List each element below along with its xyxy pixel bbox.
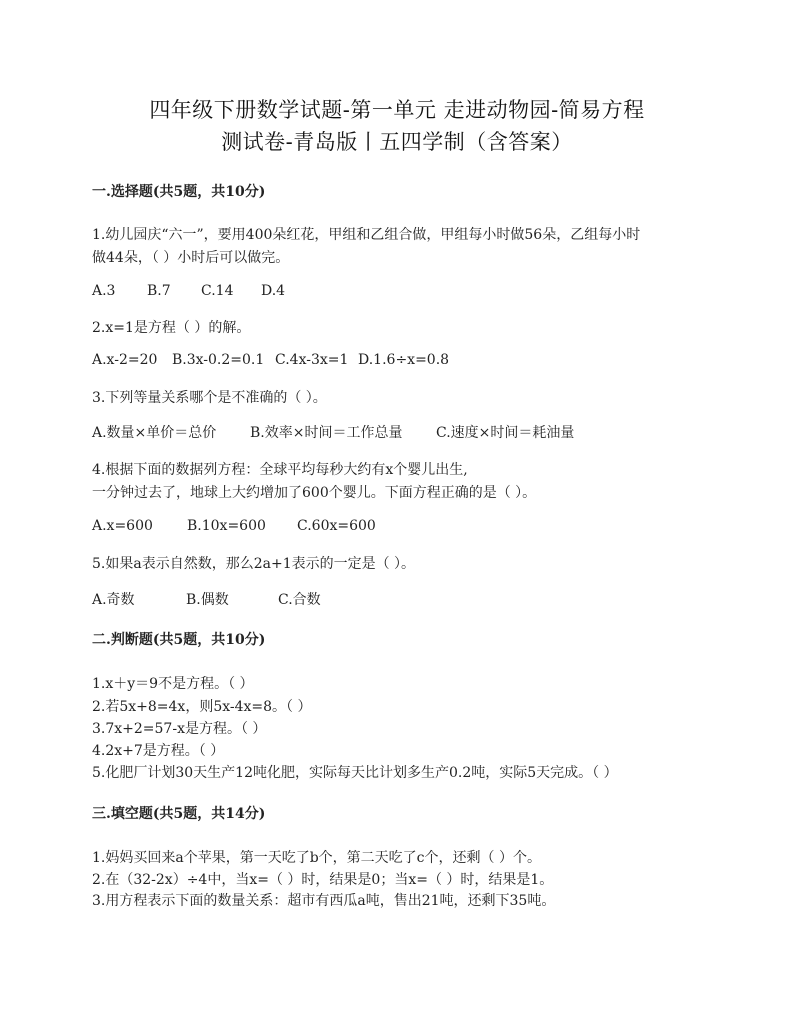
section-heading-judgement: 二.判断题(共5题，共10分) — [92, 632, 266, 648]
option-b[interactable]: B.偶数 — [186, 592, 229, 608]
option-c[interactable]: C.4x-3x=1 — [275, 352, 349, 368]
page-title-line2: 测试卷-青岛版丨五四学制（含答案） — [221, 130, 573, 154]
option-a[interactable]: A.x-2=20 — [92, 352, 158, 368]
option-a[interactable]: A.奇数 — [92, 592, 135, 608]
list-item: 1.x＋y＝9不是方程。（ ） — [92, 676, 254, 692]
question-3: 3.下列等量关系哪个是不准确的（ ）。 — [92, 390, 327, 406]
question-2: 2.x=1是方程（ ）的解。 — [92, 320, 251, 336]
question-5: 5.如果a表示自然数，那么2a+1表示的一定是（ ）。 — [92, 556, 416, 572]
list-item: 2.若5x+8=4x，则5x-4x=8。（ ） — [92, 699, 312, 715]
question-2-options — [92, 352, 449, 368]
option-a[interactable]: A.数量×单价＝总价 — [92, 425, 217, 441]
option-c[interactable]: C.合数 — [278, 592, 321, 608]
option-b[interactable]: B.10x=600 — [187, 518, 266, 534]
option-b[interactable]: B.3x-0.2=0.1 — [172, 352, 265, 368]
question-1-line2: 做44朵，（ ）小时后可以做完。 — [92, 250, 290, 266]
option-c[interactable]: C.14 — [201, 283, 234, 299]
option-c[interactable]: C.60x=600 — [297, 518, 376, 534]
list-item: 2.在（32-2x）÷4中，当x=（ ）时，结果是0；当x=（ ）时，结果是1。 — [92, 872, 554, 888]
page-title-line1: 四年级下册数学试题-第一单元 走进动物园-简易方程 — [149, 98, 645, 122]
option-d[interactable]: D.1.6÷x=0.8 — [358, 352, 450, 368]
option-a[interactable]: A.3 — [92, 283, 116, 299]
list-item: 4.2x+7是方程。（ ） — [92, 743, 225, 759]
option-a[interactable]: A.x=600 — [92, 518, 153, 534]
question-4-options — [92, 518, 376, 534]
section-heading-choice: 一.选择题(共5题，共10分) — [92, 184, 266, 200]
question-4-line1: 4.根据下面的数据列方程：全球平均每秒大约有x个婴儿出生, — [92, 462, 468, 478]
option-b[interactable]: B.7 — [147, 283, 171, 299]
option-d[interactable]: D.4 — [261, 283, 286, 299]
question-3-options — [92, 422, 574, 442]
section-heading-fill-blank: 三.填空题(共5题，共14分) — [92, 806, 266, 822]
option-b[interactable]: B.效率×时间＝工作总量 — [250, 425, 403, 441]
list-item: 3.7x+2=57-x是方程。（ ） — [92, 721, 267, 737]
question-5-options — [92, 589, 321, 609]
list-item: 1.妈妈买回来a个苹果，第一天吃了b个，第二天吃了c个，还剩（ ）个。 — [92, 850, 541, 866]
question-1-line1: 1.幼儿园庆“六一”，要用400朵红花，甲组和乙组合做，甲组每小时做56朵，乙组每小时 — [92, 227, 641, 243]
question-1-options — [92, 283, 285, 299]
list-item: 5.化肥厂计划30天生产12吨化肥，实际每天比计划多生产0.2吨，实际5天完成。（ ） — [92, 765, 618, 781]
option-c[interactable]: C.速度×时间＝耗油量 — [436, 425, 575, 441]
question-4-line2: 一分钟过去了，地球上大约增加了600个婴儿。下面方程正确的是（ ）。 — [92, 485, 537, 501]
list-item: 3.用方程表示下面的数量关系：超市有西瓜a吨，售出21吨，还剩下35吨。 — [92, 893, 556, 909]
